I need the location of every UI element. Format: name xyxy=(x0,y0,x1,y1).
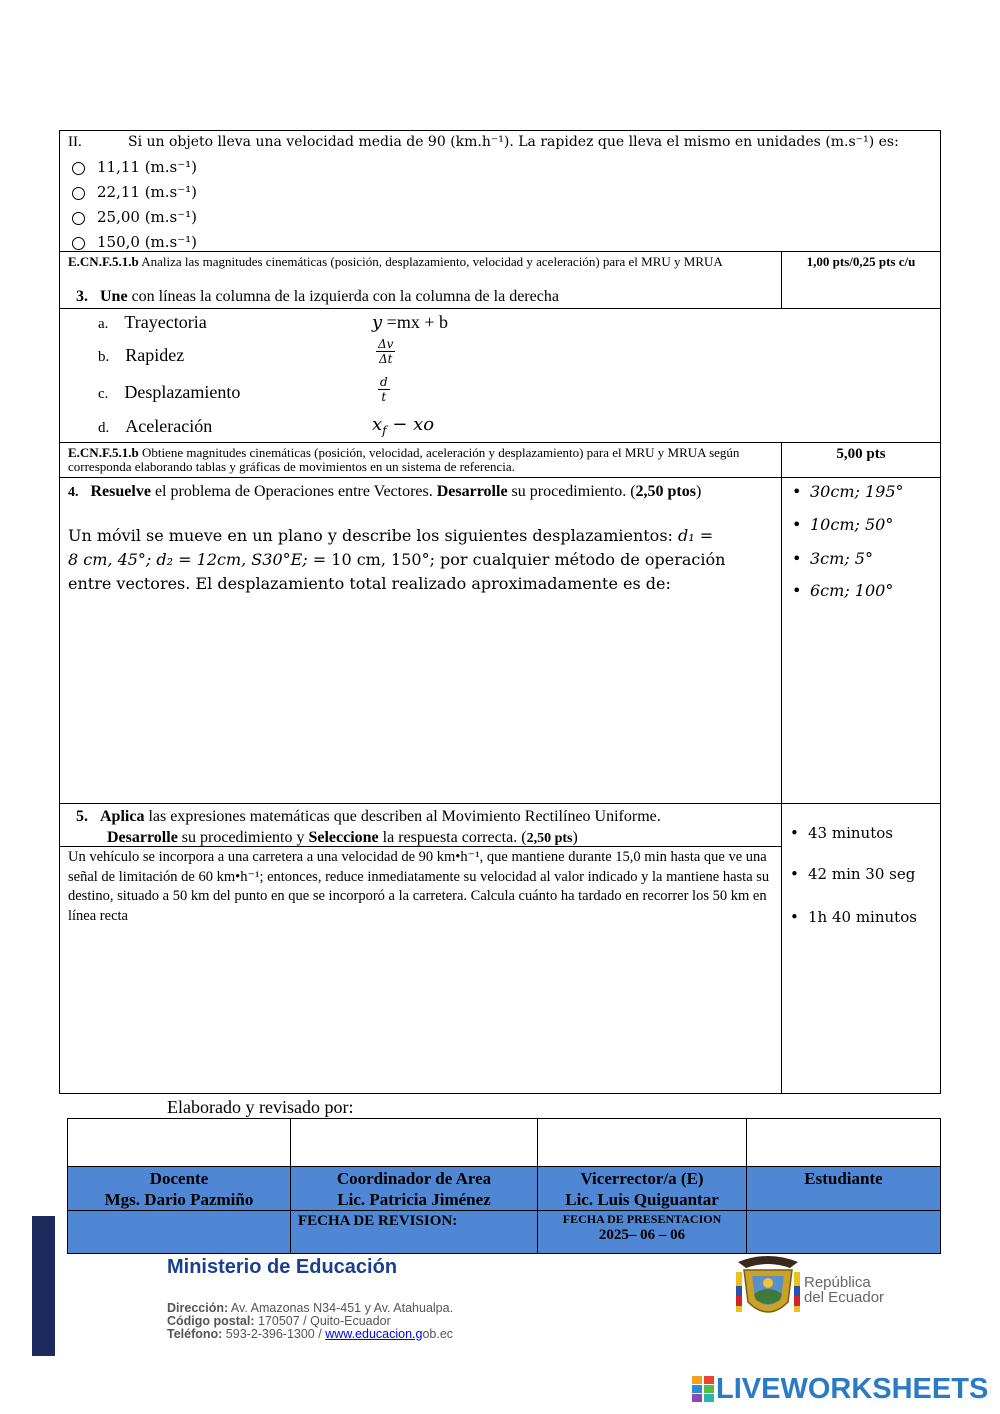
question-2-text: Si un objeto lleva una velocidad media de 90 (km.h⁻¹). La rapidez que lleva el mismo en unidades (m.s⁻¹) es: xyxy=(128,134,899,150)
question-4-body: Un móvil se mueve en un plano y describe los siguientes desplazamientos: d₁ = 8 cm, 45°; d₂ = 12cm, S30°E; = 10 cm, 150°; por cualquier método de operación entre vectores. El desplazamiento total realizado aproximadamente es de: xyxy=(68,526,726,593)
radio-icon[interactable] xyxy=(72,212,85,225)
criterion-2-points: 5,00 pts xyxy=(836,446,886,462)
question-4-divider xyxy=(781,477,782,804)
q2-option-2[interactable]: 22,11 (m.s⁻¹) xyxy=(72,183,197,201)
q4-option-2[interactable]: • 10cm; 50° xyxy=(810,515,893,534)
q3-left-a: a. Trayectoria xyxy=(98,312,207,332)
q5-option-1[interactable]: • 43 minutos xyxy=(808,824,893,842)
q5-option-2[interactable]: • 42 min 30 seg xyxy=(808,865,915,883)
q3-right-equation: y =mx + b xyxy=(372,312,448,333)
criterion-1-points: 1,00 pts/0,25 pts c/u xyxy=(806,254,916,269)
signatures-heading: Elaborado y revisado por: xyxy=(167,1097,354,1117)
docente-cell: Docente Mgs. Dario Pazmiño xyxy=(104,1169,254,1209)
question-2-number: II. xyxy=(68,134,82,150)
ministry-name: Ministerio de Educación xyxy=(167,1256,398,1278)
q4-option-3[interactable]: • 3cm; 5° xyxy=(810,549,873,568)
vicerrector-cell: Vicerrector/a (E) Lic. Luis Quiguantar xyxy=(565,1169,719,1209)
signature-row-rule-1 xyxy=(67,1166,941,1167)
coat-of-arms-icon xyxy=(730,1250,806,1326)
q3-left-d: d. Aceleración xyxy=(98,416,213,436)
liveworksheets-watermark: LIVEWORKSHEETS xyxy=(716,1373,989,1405)
liveworksheets-logo-icon xyxy=(692,1376,714,1402)
criterion-1-text: E.CN.F.5.1.b Analiza las magnitudes cinemáticas (posición, desplazamiento, velocidad y aceleración) para el MRU y MRUA xyxy=(68,254,723,269)
question-5-body: Un vehículo se incorpora a una carretera a una velocidad de 90 km•h⁻¹, que mantiene durante 15,0 min hasta que ve una señal de limitación de 60 km•h⁻¹; entonces, reduce inmediatamente su velocidad al valor indicado y la mantiene hasta su destino, situado a 50 km del punto en que se incorporó a la carretera. Calcula cuánto ha tardado en recorrer los 50 km en línea recta xyxy=(68,849,770,924)
q4-option-1[interactable]: • 30cm; 195° xyxy=(810,482,904,501)
footer-navy-bar xyxy=(32,1216,55,1356)
q2-option-3[interactable]: 25,00 (m.s⁻¹) xyxy=(72,208,197,226)
criterion-2-text: E.CN.F.5.1.b Obtiene magnitudes cinemáticas (posición, velocidad, aceleración y desplazamiento) para el MRU y MRUA según corresponda elaborando tablas y gráficas de movimientos en un sistema de referencia. xyxy=(68,445,740,474)
q5-option-3[interactable]: • 1h 40 minutos xyxy=(808,908,917,926)
presentation-date: 2025– 06 – 06 xyxy=(598,1227,686,1243)
q4-option-4[interactable]: • 6cm; 100° xyxy=(810,581,893,600)
q3-left-c: c. Desplazamiento xyxy=(98,382,241,402)
radio-icon[interactable] xyxy=(72,187,85,200)
q3-right-fraction-2: $\frac{d}{t}$ xyxy=(380,375,388,404)
student-cell: Estudiante xyxy=(804,1169,883,1188)
question-4-title: 4. Resuelve el problema de Operaciones entre Vectores. Desarrolle su procedimiento. (2,50 ptos) xyxy=(68,483,702,500)
republic-name: República del Ecuador xyxy=(804,1274,885,1306)
q2-option-1[interactable]: 11,11 (m.s⁻¹) xyxy=(72,158,197,176)
footer-contact: Dirección: Av. Amazonas N34-451 y Av. Atahualpa. Código postal: 170507 / Quito-Ecuador Teléfono: 593-2-396-1300 / www.educacion.gob.ec xyxy=(167,1301,454,1341)
signature-row-rule-2 xyxy=(67,1210,941,1211)
q3-right-displacement: $x_f$ − xo xyxy=(372,414,435,438)
radio-icon[interactable] xyxy=(72,162,85,175)
question-5-divider xyxy=(781,803,782,1094)
radio-icon[interactable] xyxy=(72,237,85,250)
question-5-title: 5. Aplica las expresiones matemáticas que describen al Movimiento Rectilíneo Uniforme. Desarrolle su procedimiento y Seleccione la respuesta correcta. (2,50 pts) xyxy=(76,808,661,846)
question-3-title: 3. Une con líneas la columna de la izquierda con la columna de la derecha xyxy=(76,288,559,305)
coordinator-cell: Coordinador de Area Lic. Patricia Jiménez xyxy=(336,1169,492,1209)
q3-left-b: b. Rapidez xyxy=(98,345,185,365)
q2-option-4[interactable]: 150,0 (m.s⁻¹) xyxy=(72,233,197,251)
revision-date-label: FECHA DE REVISION: xyxy=(298,1213,458,1229)
q3-right-fraction-1: $\frac{\Delta v}{\Delta t}$ xyxy=(378,337,394,366)
website-link[interactable]: www.educacion.g xyxy=(325,1327,423,1341)
presentation-date-label: FECHA DE PRESENTACION xyxy=(562,1212,722,1226)
